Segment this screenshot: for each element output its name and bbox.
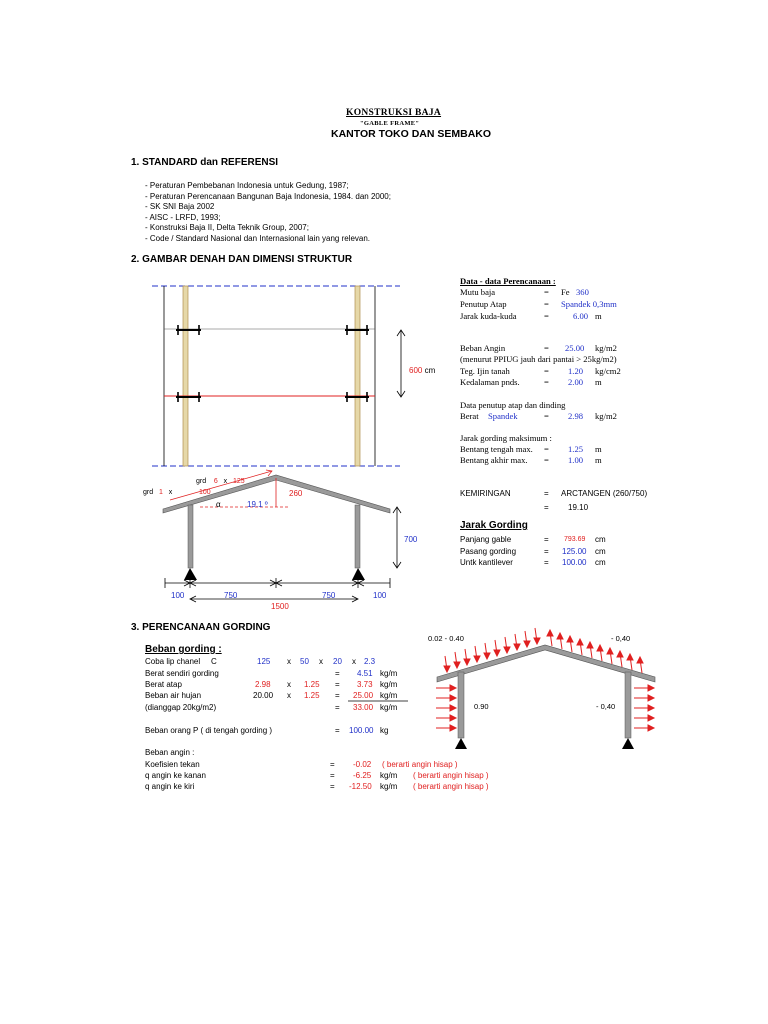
kiri-label: q angin ke kiri	[145, 782, 195, 791]
pnds-label: Kedalaman pnds.	[460, 377, 520, 387]
eq-sign: =	[544, 489, 549, 498]
coba-type: C	[211, 657, 217, 666]
wind-support-left	[455, 738, 467, 749]
wind-coef-windward-roof: 0.02 - 0.40	[428, 634, 464, 643]
dim-bottom: 750	[322, 591, 336, 600]
coba-label: Coba lip chanel	[145, 657, 201, 666]
eq-sign: =	[335, 703, 340, 712]
wind-coef-leeward-roof: - 0,40	[611, 634, 631, 643]
kiri-value: -12.50	[349, 782, 372, 791]
eq-sign: =	[544, 547, 549, 556]
kanan-value: -6.25	[353, 771, 372, 780]
berat-label: Berat	[460, 411, 479, 421]
mutu-fe: Fe	[561, 287, 570, 297]
tanah-value: 1.20	[568, 366, 584, 376]
eq-sign: =	[544, 366, 549, 376]
unit: cm	[595, 535, 606, 544]
unit: kg/m	[380, 782, 398, 791]
coba-dim: 125	[257, 657, 271, 666]
grd-top-label: grd 6 x 125	[196, 478, 245, 485]
eq-sign: =	[544, 311, 549, 321]
koef-label: Koefisien tekan	[145, 760, 200, 769]
eq-sign: =	[544, 558, 549, 567]
angin-value: 25.00	[565, 343, 585, 353]
eq-sign: =	[544, 444, 549, 454]
berat-type: Spandek	[488, 411, 518, 421]
reference-item: - SK SNI Baja 2002	[145, 202, 215, 212]
times-sign: x	[287, 657, 291, 666]
atap-value: 3.73	[357, 680, 373, 689]
eq-sign: =	[330, 782, 335, 791]
pnds-value: 2.00	[568, 377, 584, 387]
doc-title: KONSTRUKSI BAJA	[346, 108, 442, 118]
eq-sign: =	[335, 726, 340, 735]
koef-value: -0.02	[353, 760, 372, 769]
eq-sign: =	[544, 287, 549, 297]
reference-item: - AISC - LRFD, 1993;	[145, 212, 221, 222]
total-load-value: 33.00	[353, 703, 374, 712]
unit: m	[595, 377, 602, 387]
unit: kg/m	[380, 703, 398, 712]
dim-bottom: 750	[224, 591, 238, 600]
angle-value: 19.1 º	[247, 500, 268, 509]
eq-sign: =	[330, 771, 335, 780]
project-name: KANTOR TOKO DAN SEMBAKO	[331, 128, 492, 140]
section3-heading: 3. PERENCANAAN GORDING	[131, 622, 271, 633]
mutu-value: 360	[576, 287, 589, 297]
unit: m	[595, 444, 602, 454]
tanah-label: Teg. Ijin tanah	[460, 366, 510, 376]
jarak-gording-heading: Jarak Gording	[460, 520, 528, 531]
gording-row-value: 125.00	[562, 547, 587, 556]
wind-arrows	[436, 628, 654, 731]
hujan-value: 25.00	[353, 691, 374, 700]
jarak-label: Jarak kuda-kuda	[460, 311, 517, 321]
wind-column-left	[458, 672, 464, 738]
height-value: 700	[404, 535, 418, 544]
coba-dim: 2.3	[364, 657, 376, 666]
penutup-heading: Data penutup atap dan dinding	[460, 400, 566, 410]
unit: kg/m	[380, 669, 398, 678]
eq-sign: =	[544, 343, 549, 353]
gording-row-label: Untk kantilever	[460, 558, 513, 567]
kiri-note: ( berarti angin hisap )	[413, 782, 489, 791]
reference-item: - Konstruksi Baja II, Delta Teknik Group, 2007;	[145, 223, 309, 233]
eq-sign: =	[544, 455, 549, 465]
gording-row-value: 100.00	[562, 558, 587, 567]
doc-subtitle: "GABLE FRAME"	[360, 120, 420, 127]
rise-value: 260	[289, 489, 303, 498]
dim-bottom: 100	[171, 591, 185, 600]
unit: kg	[380, 726, 389, 735]
berat-value: 2.98	[568, 411, 584, 421]
akhir-label: Bentang akhir max.	[460, 455, 528, 465]
angin-note: (menurut PPIUG jauh dari pantai > 25kg/m2)	[460, 354, 617, 364]
gording-row-value: 793.69	[564, 536, 586, 543]
unit: kg/m2	[595, 411, 617, 421]
kemiringan-formula: ARCTANGEN (260/750)	[561, 489, 648, 498]
grd-left-label: grd 1 x	[143, 489, 173, 496]
gording-row-label: Panjang gable	[460, 535, 512, 544]
eq-sign: =	[544, 299, 549, 309]
unit: kg/m	[380, 771, 398, 780]
data-heading: Data - data Perencanaan :	[460, 276, 556, 286]
dianggap-label: (dianggap 20kg/m2)	[145, 703, 217, 712]
times-sign: x	[287, 691, 291, 700]
coba-dim: 20	[333, 657, 342, 666]
kanan-label: q angin ke kanan	[145, 771, 206, 780]
times-sign: x	[319, 657, 323, 666]
eq-sign: =	[335, 669, 340, 678]
eq-sign: =	[335, 680, 340, 689]
eq-sign: =	[544, 411, 549, 421]
reference-item: - Peraturan Pembebanan Indonesia untuk Gedung, 1987;	[145, 181, 349, 190]
unit: kg/m	[380, 691, 398, 700]
hujan-a: 20.00	[253, 691, 274, 700]
total-width: 1500	[271, 602, 289, 611]
reference-item: - Peraturan Perencanaan Bangunan Baja Indonesia, 1984. dan 2000;	[145, 191, 391, 201]
angin-label: Beban Angin	[460, 343, 506, 353]
gording-max-heading: Jarak gording maksimum :	[460, 433, 552, 443]
dim-bottom: 100	[373, 591, 387, 600]
times-sign: x	[352, 657, 356, 666]
wind-coef-windward-wall: 0.90	[474, 702, 489, 711]
times-sign: x	[287, 680, 291, 689]
eq-sign: =	[544, 535, 549, 544]
sendiri-label: Berat sendiri gording	[145, 669, 219, 678]
wind-column-right	[625, 672, 631, 738]
kanan-note: ( berarti angin hisap )	[413, 771, 489, 780]
jarak-value: 6.00	[573, 311, 589, 321]
gording-row-label: Pasang gording	[460, 547, 517, 556]
atap-label: Penutup Atap	[460, 299, 507, 309]
coba-dim: 50	[300, 657, 309, 666]
atap-a: 2.98	[255, 680, 271, 689]
section1-heading: 1. STANDARD dan REFERENSI	[131, 157, 279, 168]
atap-value: Spandek 0,3mm	[561, 299, 617, 309]
unit: kg/cm2	[595, 366, 621, 376]
hujan-label: Beban air hujan	[145, 691, 202, 700]
plan-dim-label: 600 cm	[409, 366, 436, 375]
section2-heading: 2. GAMBAR DENAH DAN DIMENSI STRUKTUR	[131, 254, 353, 265]
koef-note: ( berarti angin hisap )	[382, 760, 458, 769]
wind-coef-leeward-wall: - 0,40	[596, 702, 616, 711]
reference-item: - Code / Standard Nasional dan Internasional lain yang relevan.	[145, 233, 371, 243]
unit: kg/m2	[595, 343, 617, 353]
eq-sign: =	[544, 503, 549, 512]
unit: m	[595, 311, 602, 321]
wind-roof-rafter	[437, 645, 655, 682]
hujan-b: 1.25	[304, 691, 320, 700]
eq-sign: =	[330, 760, 335, 769]
orang-label: Beban orang P ( di tengah gording )	[145, 726, 273, 735]
eq-sign: =	[544, 377, 549, 387]
unit: m	[595, 455, 602, 465]
unit: kg/m	[380, 680, 398, 689]
tengah-value: 1.25	[568, 444, 584, 454]
sendiri-value: 4.51	[357, 669, 373, 678]
tengah-label: Bentang tengah max.	[460, 444, 533, 454]
eq-sign: =	[335, 691, 340, 700]
angle-alpha: α	[216, 500, 221, 509]
akhir-value: 1.00	[568, 455, 584, 465]
beban-gording-heading: Beban gording :	[145, 644, 222, 655]
unit: cm	[595, 547, 606, 556]
grd-left-length: 100	[199, 489, 211, 496]
atap-label: Berat atap	[145, 680, 182, 689]
kemiringan-value: 19.10	[568, 503, 589, 512]
unit: cm	[595, 558, 606, 567]
kemiringan-label: KEMIRINGAN	[460, 489, 511, 498]
mutu-label: Mutu baja	[460, 287, 496, 297]
atap-b: 1.25	[304, 680, 320, 689]
wind-support-right	[622, 738, 634, 749]
angin-heading: Beban angin :	[145, 748, 195, 757]
orang-value: 100.00	[349, 726, 374, 735]
